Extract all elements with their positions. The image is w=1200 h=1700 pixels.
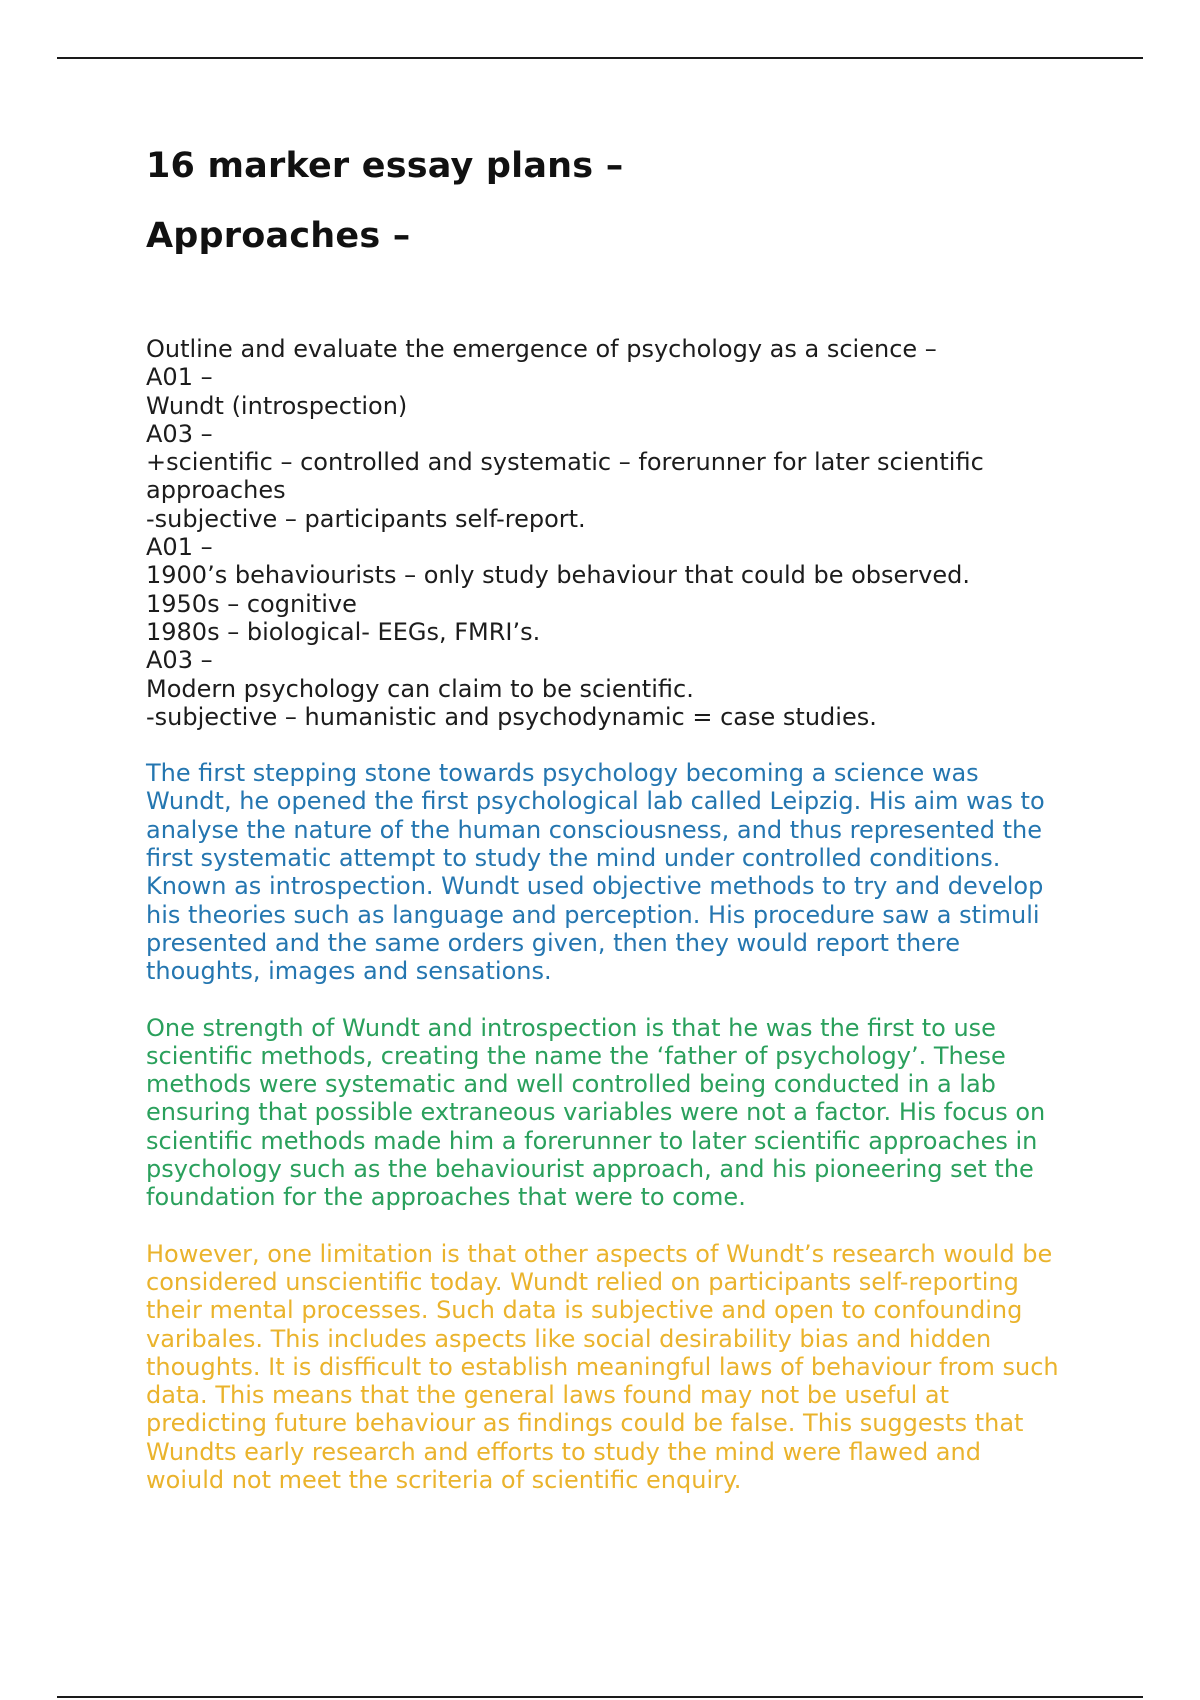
document-body bbox=[146, 140, 1066, 1518]
plan-line: Modern psychology can claim to be scientific. bbox=[146, 674, 694, 703]
section-title: Approaches – bbox=[146, 216, 411, 256]
plan-line: 1950s – cognitive bbox=[146, 589, 357, 618]
essay-plan bbox=[146, 335, 1066, 731]
plan-line: A01 – bbox=[146, 363, 213, 392]
plan-line: Wundt (introspection) bbox=[146, 391, 408, 420]
plan-line: 1900’s behaviourists – only study behaviour that could be observed. bbox=[146, 561, 971, 590]
document-title: 16 marker essay plans – bbox=[146, 146, 624, 186]
plan-line: -subjective – participants self-report. bbox=[146, 504, 586, 533]
plan-line: A03 – bbox=[146, 646, 213, 675]
plan-line: A03 – bbox=[146, 419, 213, 448]
bottom-divider bbox=[57, 1696, 1143, 1698]
top-divider bbox=[57, 57, 1143, 59]
plan-question: Outline and evaluate the emergence of psychology as a science – bbox=[146, 335, 937, 363]
plan-line: -subjective – humanistic and psychodynamic = case studies. bbox=[146, 702, 877, 731]
plan-line: 1980s – biological- EEGs, FMRI’s. bbox=[146, 617, 541, 646]
limitation-paragraph: However, one limitation is that other aspects of Wundt’s research would be considered unscientific today. Wundt relied on participants self-reporting their mental processes. Such data is subjective and open to confounding varibales. This includes aspects like social desirability bias and hidden thoughts. It is disfficult to establish meaningful laws of behaviour from such data. This means that the general laws found may not be useful at predicting future behaviour as findings could be false. This suggests that Wundts early research and efforts to study the mind were flawed and woiuld not meet the scriteria of scientific enquiry. bbox=[146, 1239, 1059, 1494]
strength-paragraph: One strength of Wundt and introspection is that he was the first to use scientific methods, creating the name the ‘father of psychology’. These methods were systematic and well controlled being conducted in a lab ensuring that possible extraneous variables were not a factor. His focus on scientific methods made him a forerunner to later scientific approaches in psychology such as the behaviourist approach, and his pioneering set the foundation for the approaches that were to come. bbox=[146, 1013, 1046, 1212]
plan-line: +scientific – controlled and systematic – forerunner for later scientific approaches bbox=[146, 448, 984, 505]
ao1-paragraph: The first stepping stone towards psychology becoming a science was Wundt, he opened the first psychological lab called Leipzig. His aim was to analyse the nature of the human consciousness, and thus represented the first systematic attempt to study the mind under controlled conditions. Known as introspection. Wundt used objective methods to try and develop his theories such as language and perception. His procedure saw a stimuli presented and the same orders given, then they would report there thoughts, images and sensations. bbox=[146, 759, 1045, 986]
plan-line: A01 – bbox=[146, 533, 213, 562]
